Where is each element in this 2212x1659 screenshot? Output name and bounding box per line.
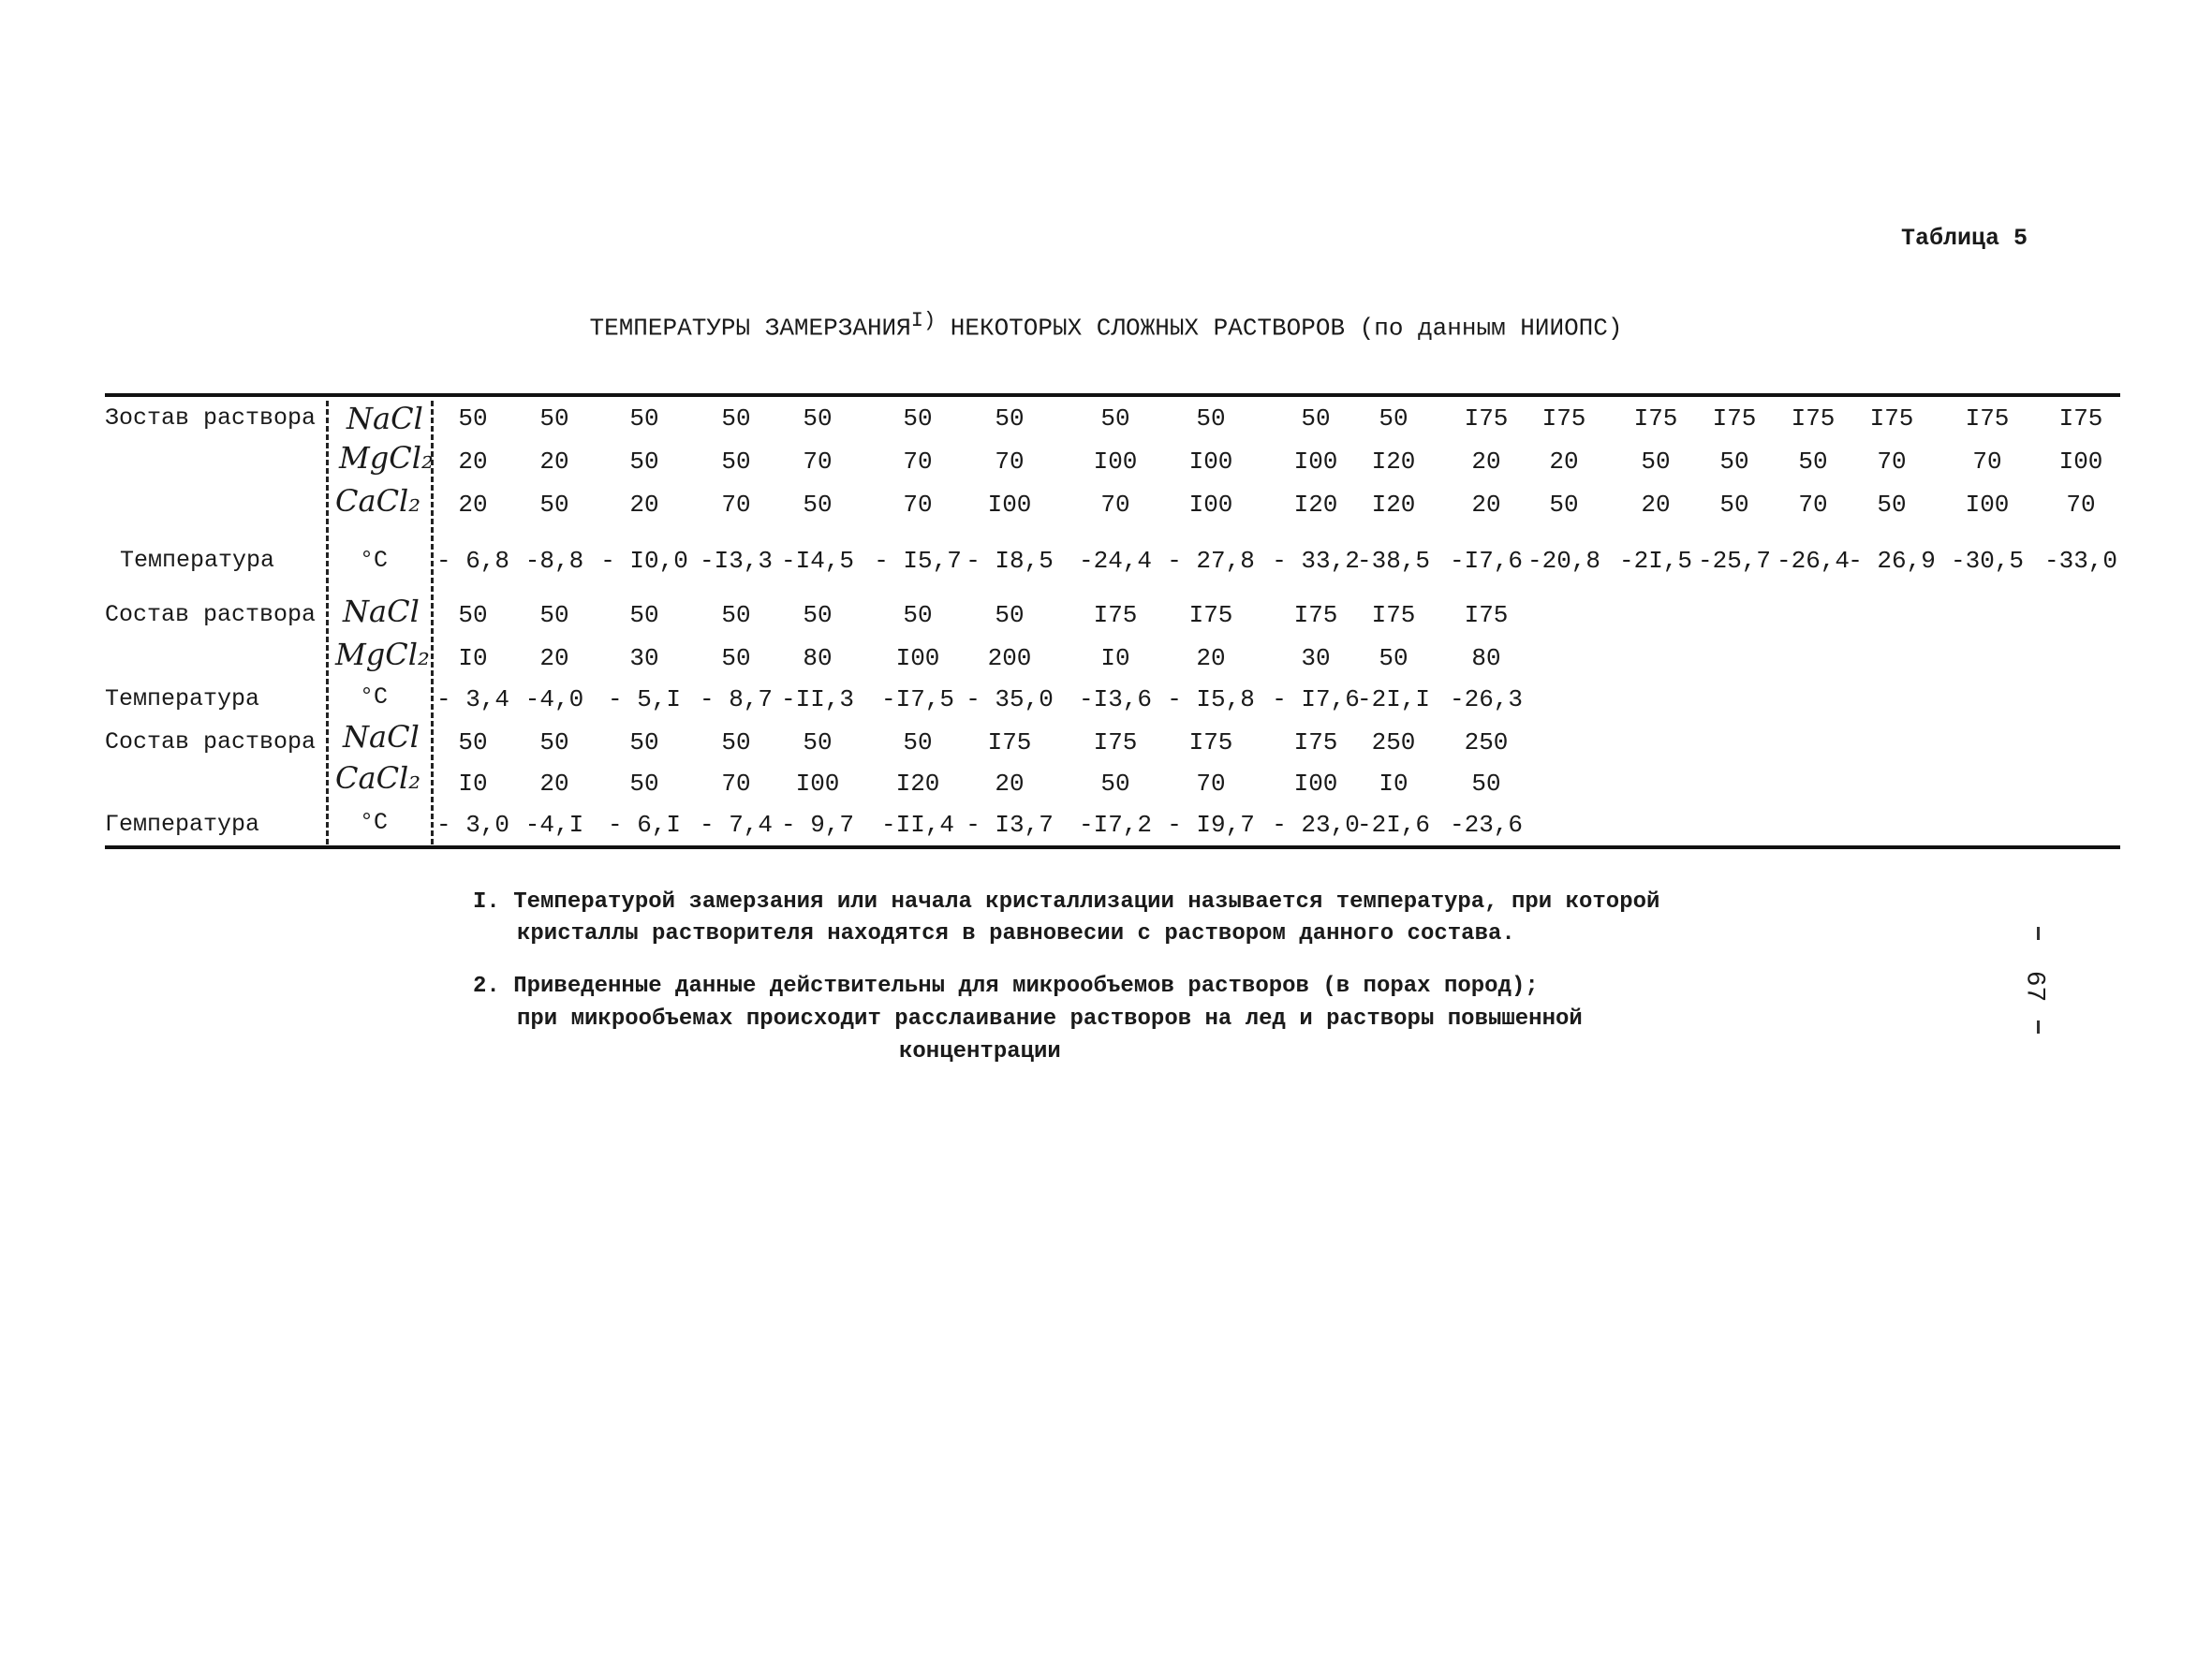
cell-b1-nacl-11: 50	[1379, 404, 1408, 433]
title-footnote-mark: I)	[910, 309, 936, 332]
cell-b1-cacl2-19: 70	[2066, 491, 2096, 519]
cell-b1-temp-4: -I3,3	[699, 547, 774, 575]
component-nacl-1: NaCl	[347, 401, 423, 436]
cell-b1-temp-18: -30,5	[1950, 547, 2025, 575]
cell-b3-nacl-11: 250	[1371, 728, 1416, 756]
cell-b1-cacl2-14: 20	[1641, 491, 1671, 519]
cell-b2-mgcl2-9: 20	[1196, 644, 1226, 672]
cell-b1-temp-2: -8,8	[524, 547, 584, 575]
cell-b1-mgcl2-5: 70	[803, 448, 833, 476]
cell-b1-mgcl2-11: I20	[1371, 448, 1416, 476]
cell-b3-nacl-3: 50	[629, 728, 659, 756]
cell-b2-mgcl2-2: 20	[539, 644, 569, 672]
cell-b1-mgcl2-16: 50	[1798, 448, 1828, 476]
cell-b1-mgcl2-17: 70	[1877, 448, 1907, 476]
cell-b2-temp-12: -26,3	[1449, 685, 1524, 713]
cell-b3-cacl2-10: I00	[1293, 770, 1338, 798]
cell-b1-temp-14: -2I,5	[1618, 547, 1693, 575]
cell-b3-cacl2-12: 50	[1471, 770, 1501, 798]
unit-celsius-3: °C	[360, 809, 389, 836]
cell-b1-nacl-14: I75	[1633, 404, 1678, 433]
cell-b1-cacl2-8: 70	[1100, 491, 1130, 519]
cell-b2-mgcl2-12: 80	[1471, 644, 1501, 672]
cell-b2-temp-2: -4,0	[524, 685, 584, 713]
cell-b2-nacl-9: I75	[1188, 601, 1233, 629]
cell-b2-nacl-7: 50	[995, 601, 1025, 629]
cell-b1-mgcl2-19: I00	[2058, 448, 2103, 476]
cell-b2-mgcl2-8: I0	[1100, 644, 1130, 672]
cell-b3-temp-6: -II,4	[880, 811, 955, 839]
cell-b1-temp-9: - 27,8	[1167, 547, 1255, 575]
page-number: 67	[2019, 970, 2049, 1003]
cell-b2-temp-8: -I3,6	[1078, 685, 1153, 713]
cell-b3-cacl2-9: 70	[1196, 770, 1226, 798]
cell-b1-cacl2-13: 50	[1549, 491, 1579, 519]
row-label-temperature-3: Гемпература	[105, 811, 260, 838]
cell-b1-mgcl2-8: I00	[1093, 448, 1138, 476]
cell-b1-nacl-2: 50	[539, 404, 569, 433]
page-number-tick-bottom	[2037, 1020, 2040, 1034]
cell-b3-temp-4: - 7,4	[699, 811, 774, 839]
cell-b3-temp-9: - I9,7	[1167, 811, 1255, 839]
component-nacl-2: NaCl	[343, 594, 420, 629]
cell-b2-mgcl2-3: 30	[629, 644, 659, 672]
cell-b1-nacl-1: 50	[458, 404, 488, 433]
cell-b3-cacl2-1: I0	[458, 770, 488, 798]
cell-b1-cacl2-17: 50	[1877, 491, 1907, 519]
note-1-line-1: I. Температурой замерзания или начала кристаллизации называется температура, при которой	[473, 889, 1660, 915]
cell-b1-nacl-16: I75	[1791, 404, 1836, 433]
cell-b3-nacl-10: I75	[1293, 728, 1338, 756]
component-cacl2-1: CaCl₂	[335, 483, 421, 519]
cell-b3-cacl2-7: 20	[995, 770, 1025, 798]
unit-celsius-2: °C	[360, 683, 389, 711]
cell-b1-cacl2-5: 50	[803, 491, 833, 519]
unit-celsius-1: °C	[360, 547, 389, 574]
cell-b3-temp-12: -23,6	[1449, 811, 1524, 839]
cell-b1-cacl2-9: I00	[1188, 491, 1233, 519]
table-column-divider-1	[326, 401, 329, 844]
cell-b1-nacl-12: I75	[1464, 404, 1509, 433]
cell-b3-temp-2: -4,I	[524, 811, 584, 839]
note-2-line-2: при микрообъемах происходит расслаивание растворов на лед и растворы повышенной	[517, 1006, 1583, 1032]
cell-b3-nacl-12: 250	[1464, 728, 1509, 756]
cell-b2-mgcl2-4: 50	[721, 644, 751, 672]
cell-b1-temp-7: - I8,5	[966, 547, 1054, 575]
cell-b1-temp-12: -I7,6	[1449, 547, 1524, 575]
cell-b1-nacl-10: 50	[1301, 404, 1331, 433]
cell-b1-mgcl2-7: 70	[995, 448, 1025, 476]
row-label-composition-1: Зостав раствора	[105, 404, 317, 432]
cell-b1-mgcl2-1: 20	[458, 448, 488, 476]
cell-b2-mgcl2-11: 50	[1379, 644, 1408, 672]
cell-b1-temp-19: -33,0	[2043, 547, 2118, 575]
cell-b1-mgcl2-12: 20	[1471, 448, 1501, 476]
cell-b3-temp-1: - 3,0	[435, 811, 510, 839]
cell-b3-cacl2-3: 50	[629, 770, 659, 798]
cell-b1-cacl2-10: I20	[1293, 491, 1338, 519]
cell-b1-mgcl2-3: 50	[629, 448, 659, 476]
cell-b3-nacl-5: 50	[803, 728, 833, 756]
cell-b3-cacl2-8: 50	[1100, 770, 1130, 798]
cell-b2-nacl-3: 50	[629, 601, 659, 629]
cell-b1-temp-6: - I5,7	[874, 547, 962, 575]
cell-b2-temp-3: - 5,I	[607, 685, 682, 713]
cell-b1-temp-16: -26,4	[1776, 547, 1851, 575]
cell-b1-nacl-17: I75	[1869, 404, 1914, 433]
table-title	[0, 309, 2212, 343]
cell-b1-cacl2-4: 70	[721, 491, 751, 519]
cell-b1-temp-1: - 6,8	[435, 547, 510, 575]
cell-b2-nacl-11: I75	[1371, 601, 1416, 629]
cell-b2-mgcl2-7: 200	[987, 644, 1032, 672]
cell-b1-cacl2-15: 50	[1719, 491, 1749, 519]
cell-b2-temp-7: - 35,0	[966, 685, 1054, 713]
title-rest: НЕКОТОРЫХ СЛОЖНЫХ РАСТВОРОВ (по данным НИИОПС)	[936, 314, 1623, 343]
cell-b2-nacl-10: I75	[1293, 601, 1338, 629]
cell-b1-temp-5: -I4,5	[780, 547, 855, 575]
cell-b1-nacl-13: I75	[1541, 404, 1586, 433]
cell-b3-nacl-4: 50	[721, 728, 751, 756]
page-number-tick-top	[2037, 927, 2040, 940]
cell-b3-nacl-9: I75	[1188, 728, 1233, 756]
cell-b3-temp-7: - I3,7	[966, 811, 1054, 839]
cell-b3-temp-5: - 9,7	[780, 811, 855, 839]
cell-b3-nacl-1: 50	[458, 728, 488, 756]
cell-b1-nacl-4: 50	[721, 404, 751, 433]
cell-b2-mgcl2-6: I00	[895, 644, 940, 672]
cell-b2-mgcl2-5: 80	[803, 644, 833, 672]
cell-b1-temp-11: -38,5	[1356, 547, 1431, 575]
cell-b1-temp-3: - I0,0	[600, 547, 688, 575]
cell-b3-cacl2-6: I20	[895, 770, 940, 798]
cell-b2-nacl-1: 50	[458, 601, 488, 629]
cell-b1-nacl-15: I75	[1712, 404, 1757, 433]
title-main: ТЕМПЕРАТУРЫ ЗАМЕРЗАНИЯ	[589, 314, 911, 343]
cell-b2-temp-9: - I5,8	[1167, 685, 1255, 713]
cell-b2-nacl-8: I75	[1093, 601, 1138, 629]
note-1-line-2: кристаллы растворителя находятся в равновесии с раствором данного состава.	[517, 921, 1515, 947]
cell-b2-temp-4: - 8,7	[699, 685, 774, 713]
cell-b1-cacl2-7: I00	[987, 491, 1032, 519]
cell-b1-temp-8: -24,4	[1078, 547, 1153, 575]
cell-b2-nacl-4: 50	[721, 601, 751, 629]
cell-b3-cacl2-2: 20	[539, 770, 569, 798]
note-2-line-1: 2. Приведенные данные действительны для микрообъемов растворов (в порах пород);	[473, 974, 1539, 999]
cell-b1-nacl-6: 50	[903, 404, 933, 433]
cell-b3-nacl-7: I75	[987, 728, 1032, 756]
cell-b1-nacl-8: 50	[1100, 404, 1130, 433]
cell-b2-nacl-6: 50	[903, 601, 933, 629]
cell-b2-temp-6: -I7,5	[880, 685, 955, 713]
cell-b3-cacl2-4: 70	[721, 770, 751, 798]
cell-b1-mgcl2-14: 50	[1641, 448, 1671, 476]
cell-b2-nacl-2: 50	[539, 601, 569, 629]
cell-b1-temp-17: - 26,9	[1848, 547, 1936, 575]
cell-b2-temp-11: -2I,I	[1356, 685, 1431, 713]
cell-b3-nacl-6: 50	[903, 728, 933, 756]
cell-b2-nacl-5: 50	[803, 601, 833, 629]
cell-b1-nacl-19: I75	[2058, 404, 2103, 433]
cell-b1-mgcl2-6: 70	[903, 448, 933, 476]
table-number-label: Таблица 5	[1901, 225, 2028, 252]
cell-b3-temp-11: -2I,6	[1356, 811, 1431, 839]
cell-b2-nacl-12: I75	[1464, 601, 1509, 629]
component-mgcl2-2: MgCl₂	[335, 637, 430, 672]
row-label-temperature-2: Температура	[105, 685, 260, 712]
cell-b1-mgcl2-10: I00	[1293, 448, 1338, 476]
cell-b1-cacl2-1: 20	[458, 491, 488, 519]
cell-b1-temp-10: - 33,2	[1272, 547, 1360, 575]
row-label-temperature-1: Температура	[120, 547, 275, 574]
component-cacl2-3: CaCl₂	[335, 760, 421, 796]
cell-b1-cacl2-6: 70	[903, 491, 933, 519]
cell-b3-cacl2-11: I0	[1379, 770, 1408, 798]
note-2-line-3: концентрации	[899, 1039, 1061, 1064]
row-label-composition-3: Состав раствора	[105, 728, 317, 756]
cell-b1-nacl-9: 50	[1196, 404, 1226, 433]
cell-b3-temp-10: - 23,0	[1272, 811, 1360, 839]
cell-b1-mgcl2-9: I00	[1188, 448, 1233, 476]
cell-b1-mgcl2-18: 70	[1972, 448, 2002, 476]
cell-b1-cacl2-3: 20	[629, 491, 659, 519]
table-top-rule	[105, 393, 2120, 397]
cell-b2-mgcl2-1: I0	[458, 644, 488, 672]
row-label-composition-2: Состав раствора	[105, 601, 317, 628]
cell-b3-temp-3: - 6,I	[607, 811, 682, 839]
cell-b2-temp-10: - I7,6	[1272, 685, 1360, 713]
cell-b1-mgcl2-13: 20	[1549, 448, 1579, 476]
cell-b2-temp-5: -II,3	[780, 685, 855, 713]
cell-b1-nacl-3: 50	[629, 404, 659, 433]
cell-b1-mgcl2-4: 50	[721, 448, 751, 476]
cell-b1-temp-15: -25,7	[1697, 547, 1772, 575]
cell-b3-temp-8: -I7,2	[1078, 811, 1153, 839]
cell-b3-nacl-8: I75	[1093, 728, 1138, 756]
cell-b1-cacl2-18: I00	[1965, 491, 2010, 519]
cell-b1-cacl2-2: 50	[539, 491, 569, 519]
cell-b1-mgcl2-2: 20	[539, 448, 569, 476]
component-mgcl2-1: MgCl₂	[339, 440, 434, 476]
cell-b1-nacl-7: 50	[995, 404, 1025, 433]
cell-b1-cacl2-11: I20	[1371, 491, 1416, 519]
cell-b3-nacl-2: 50	[539, 728, 569, 756]
cell-b1-nacl-5: 50	[803, 404, 833, 433]
cell-b1-cacl2-12: 20	[1471, 491, 1501, 519]
cell-b1-nacl-18: I75	[1965, 404, 2010, 433]
cell-b1-cacl2-16: 70	[1798, 491, 1828, 519]
cell-b2-mgcl2-10: 30	[1301, 644, 1331, 672]
cell-b1-mgcl2-15: 50	[1719, 448, 1749, 476]
cell-b2-temp-1: - 3,4	[435, 685, 510, 713]
table-bottom-rule	[105, 845, 2120, 849]
component-nacl-3: NaCl	[343, 719, 420, 755]
cell-b1-temp-13: -20,8	[1526, 547, 1601, 575]
cell-b3-cacl2-5: I00	[795, 770, 840, 798]
